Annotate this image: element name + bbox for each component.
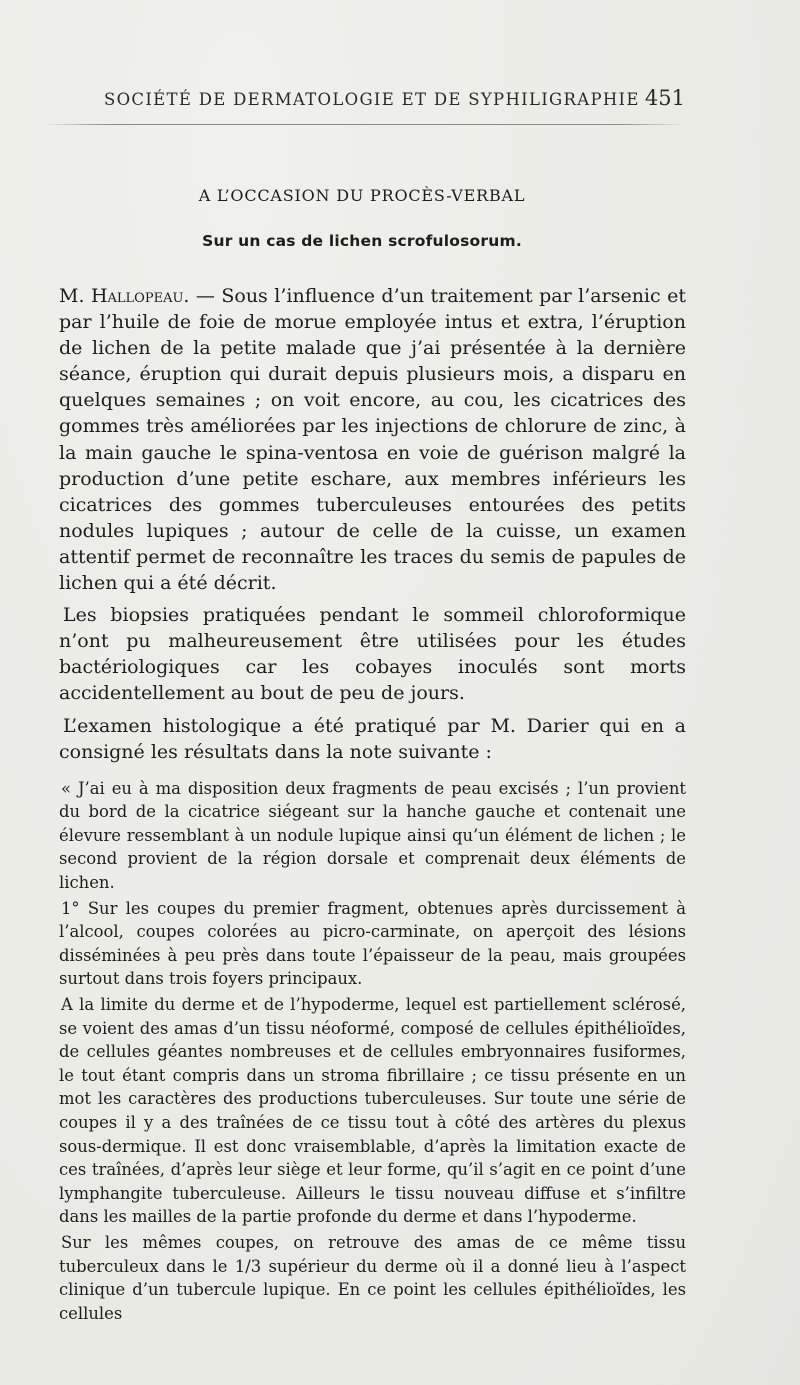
article-title: Sur un cas de lichen scrofulosorum. [202,232,522,250]
paragraph-1-text: — Sous l’influence d’un traitement par l’arsenic et par l’huile de foie de morue employée intus et extra, l’éruption de lichen de la petite malade que j’ai présentée à la dernière séance, éruption qui durait depuis plusieurs mois, a disparu en quelques semaines ; on voit encore, au cou, les cicatrices des gommes très améliorées par les injections de chlorure de zinc, à la main gauche le spina-ventosa en voie de guérison malgré la production d’une petite eschare, aux membres inférieurs les cicatrices des gommes tuberculeuses entourées des petits nodules lupiques ; autour de celle de la cuisse, un examen attentif permet de reconnaître les traces du semis de papules de lichen qui a été décrit. [59,285,686,595]
quote-paragraph-2: 1° Sur les coupes du premier fragment, obtenues après durcissement à l’alcool, coupes colorées au picro-carminate, on aperçoit des lésions disséminées à peu près dans toute l’épaisseur de la peau, mais groupées surtout dans trois foyers principaux. [59,898,686,989]
paragraph-3: L’examen histologique a été pratiqué par M. Darier qui en a consigné les résultats dans la note suivante : [59,714,686,763]
quote-paragraph-4: Sur les mêmes coupes, on retrouve des amas de ce même tissu tuberculeux dans le 1/3 supérieur du derme où il a donné lieu à l’aspect clinique d’un tubercule lupique. En ce point les cellules épithélioïdes, les cellules [59,1232,686,1323]
author-name: M. Hallopeau. [59,285,190,307]
header-rule [44,124,684,125]
running-title: SOCIÉTÉ DE DERMATOLOGIE ET DE SYPHILIGRAPHIE [104,90,640,109]
quote-paragraph-1: « J’ai eu à ma disposition deux fragments de peau excisés ; l’un provient du bord de la cicatrice siégeant sur la hanche gauche et contenait une élevure ressemblant à un nodule lupique ainsi qu’un élément de lichen ; le second provient de la région dorsale et comprenait deux éléments de lichen. [59,778,686,893]
page-number: 451 [644,86,685,110]
paragraph-2: Les biopsies pratiquées pendant le sommeil chloroformique n’ont pu malheureusement être utilisées pour les études bactériologiques car les cobayes inoculés sont morts accidentellement au bout de peu de jours. [59,604,686,705]
running-header [60,86,685,114]
article-body [59,283,686,1327]
paragraph-1 [59,283,686,596]
quote-paragraph-3: A la limite du derme et de l’hypoderme, lequel est partiellement sclérosé, se voient des amas d’un tissu néoformé, composé de cellules épithélioïdes, de cellules géantes nombreuses et de cellules embryonnaires fusiformes, le tout étant compris dans un stroma fibrillaire ; ce tissu présente en un mot les caractères des productions tuberculeuses. Sur toute une série de coupes il y a des traînées de ce tissu tout à côté des artères du plexus sous-dermique. Il est donc vraisemblable, d’après la limitation exacte de ces traînées, d’après leur siège et leur forme, qu’il s’agit en ce point d’une lymphangite tuberculeuse. Ailleurs le tissu nouveau diffuse et s’infiltre dans les mailles de la partie profonde du derme et dans l’hypoderme. [59,995,686,1227]
quoted-note [59,777,686,1326]
section-title: A L’OCCASION DU PROCÈS-VERBAL [198,186,526,205]
